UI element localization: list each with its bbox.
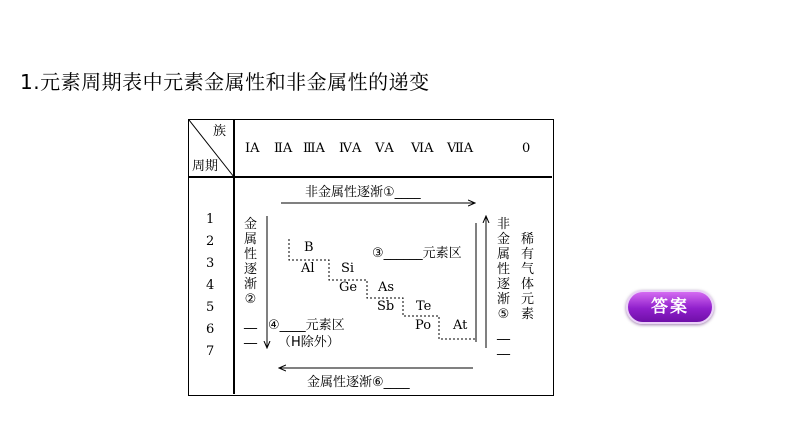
element-symbol: Sb bbox=[377, 299, 395, 314]
group-label: ⅤA bbox=[375, 141, 394, 156]
answer-button[interactable]: 答案 bbox=[626, 290, 714, 324]
group-label: ⅡA bbox=[274, 141, 293, 156]
element-symbol: Si bbox=[341, 261, 355, 276]
period-number: 4 bbox=[206, 278, 215, 293]
group-label: ⅦA bbox=[447, 141, 474, 156]
noble-gas-label: 稀 有 气 体 元 素 bbox=[520, 232, 534, 322]
nonmetal-trend-label: 非金属性逐渐①____ bbox=[305, 185, 421, 200]
nonmetal-region-label: ③______元素区 bbox=[372, 246, 462, 261]
element-symbol: Al bbox=[301, 261, 315, 276]
element-symbol: B bbox=[304, 240, 314, 255]
period-number: 6 bbox=[206, 322, 215, 337]
metal-region-note: （H除外） bbox=[278, 335, 340, 350]
group-label: ⅠA bbox=[245, 141, 260, 156]
page-title: 1.元素周期表中元素金属性和非金属性的递变 bbox=[20, 70, 430, 94]
group-label: ⅢA bbox=[303, 141, 325, 156]
period-number: 1 bbox=[206, 212, 215, 227]
periodic-trend-figure bbox=[188, 119, 554, 396]
group-header-label: 族 bbox=[213, 124, 227, 139]
period-header-label: 周期 bbox=[192, 159, 219, 174]
metal-region-label: ④____元素区 bbox=[268, 318, 345, 333]
element-symbol: Po bbox=[415, 318, 432, 333]
group-label: ⅥA bbox=[411, 141, 434, 156]
left-vertical-label: 金 属 性 逐 渐 ② __ __ bbox=[243, 217, 257, 345]
period-number: 7 bbox=[206, 344, 215, 359]
element-symbol: At bbox=[453, 318, 468, 333]
period-number: 5 bbox=[206, 300, 215, 315]
element-symbol: As bbox=[378, 280, 395, 295]
metal-trend-label: 金属性逐渐⑥____ bbox=[307, 375, 410, 390]
period-number: 2 bbox=[206, 234, 215, 249]
right-vertical-label: 非 金 属 性 逐 渐 ⑤ __ __ bbox=[496, 217, 510, 356]
element-symbol: Te bbox=[416, 299, 432, 314]
period-number: 3 bbox=[206, 256, 215, 271]
group-label: ⅣA bbox=[339, 141, 362, 156]
group-label: 0 bbox=[522, 141, 531, 156]
element-symbol: Ge bbox=[339, 280, 358, 295]
